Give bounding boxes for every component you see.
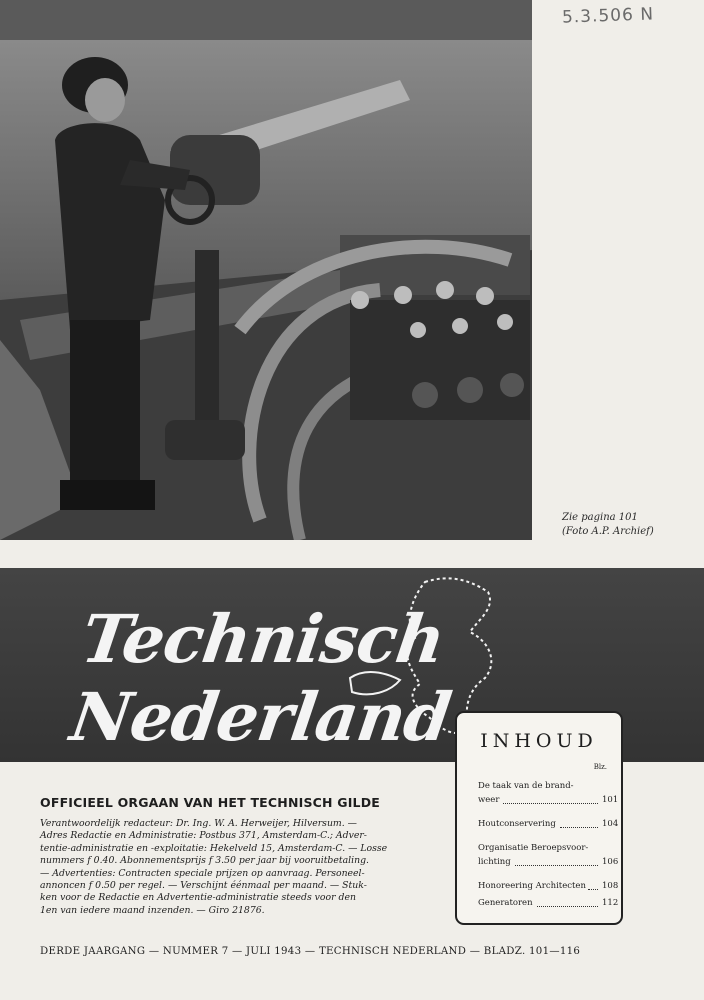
toc-item (478, 779, 618, 807)
colophon-line: Adres Redactie en Administratie: Postbus 371, Amsterdam-C.; Adver- (40, 830, 367, 842)
fireman-with-water-cannon-icon (0, 0, 532, 540)
issue-footer: DERDE JAARGANG — NUMMER 7 — JULI 1943 — TECHNISCH NEDERLAND — BLADZ. 101—116 (40, 946, 581, 957)
toc-item-title: Honoreering Architecten (478, 881, 586, 891)
colophon-line: 1en van iedere maand inzenden. — Giro 21876. (40, 904, 265, 916)
colophon-line: Verantwoordelijk redacteur: Dr. Ing. W. A. Herweijer, Hilversum. — (40, 818, 357, 829)
cover-photo (0, 0, 532, 540)
colophon-line: ken voor de Redactie en Advertentie-administratie steeds voor den (40, 892, 356, 904)
toc-item-title: Houtconservering (478, 819, 556, 829)
toc-item-page: 106 (602, 857, 619, 867)
toc-item (478, 896, 618, 910)
toc-item (478, 841, 618, 869)
toc-item-page: 101 (602, 795, 619, 805)
colophon-line: — Advertenties: Contracten speciale prijzen op aanvraag. Personeel- (40, 867, 365, 879)
colophon-line: annoncen f 0.50 per regel. — Verschijnt éénmaal per maand. — Stuk- (40, 880, 367, 892)
toc-title: INHOUD (480, 730, 598, 752)
toc-item (478, 817, 618, 831)
colophon-line: nummers f 0.40. Abonnementsprijs f 3.50 per jaar bij vooruitbetaling. (40, 855, 370, 867)
toc-item-title-cont: lichting (478, 857, 511, 867)
toc-item-title: De taak van de brand- (478, 781, 574, 791)
masthead-title: Technisch Nederland (66, 600, 456, 756)
colophon-line: tentie-administratie en -exploitatie: Hekelveld 15, Amsterdam-C. — Losse (40, 842, 388, 854)
toc-item-page: 108 (602, 881, 619, 891)
photo-caption-page: Zie pagina 101 (562, 512, 638, 523)
photo-caption-credit: (Foto A.P. Archief) (562, 526, 654, 537)
colophon-text (40, 818, 410, 917)
organ-title: OFFICIEEL ORGAAN VAN HET TECHNISCH GILDE (40, 795, 381, 810)
toc-page-header: Blz. (593, 763, 607, 771)
table-of-contents (455, 711, 623, 925)
toc-item-title: Organisatie Beroepsvoor- (478, 843, 589, 853)
toc-item-page: 104 (602, 819, 619, 829)
toc-item-page: 112 (602, 898, 619, 908)
toc-item-title: Generatoren (478, 898, 533, 908)
archive-number: 5.3.506 N (561, 4, 655, 28)
toc-item (478, 879, 618, 893)
toc-item-title-cont: weer (478, 795, 500, 805)
